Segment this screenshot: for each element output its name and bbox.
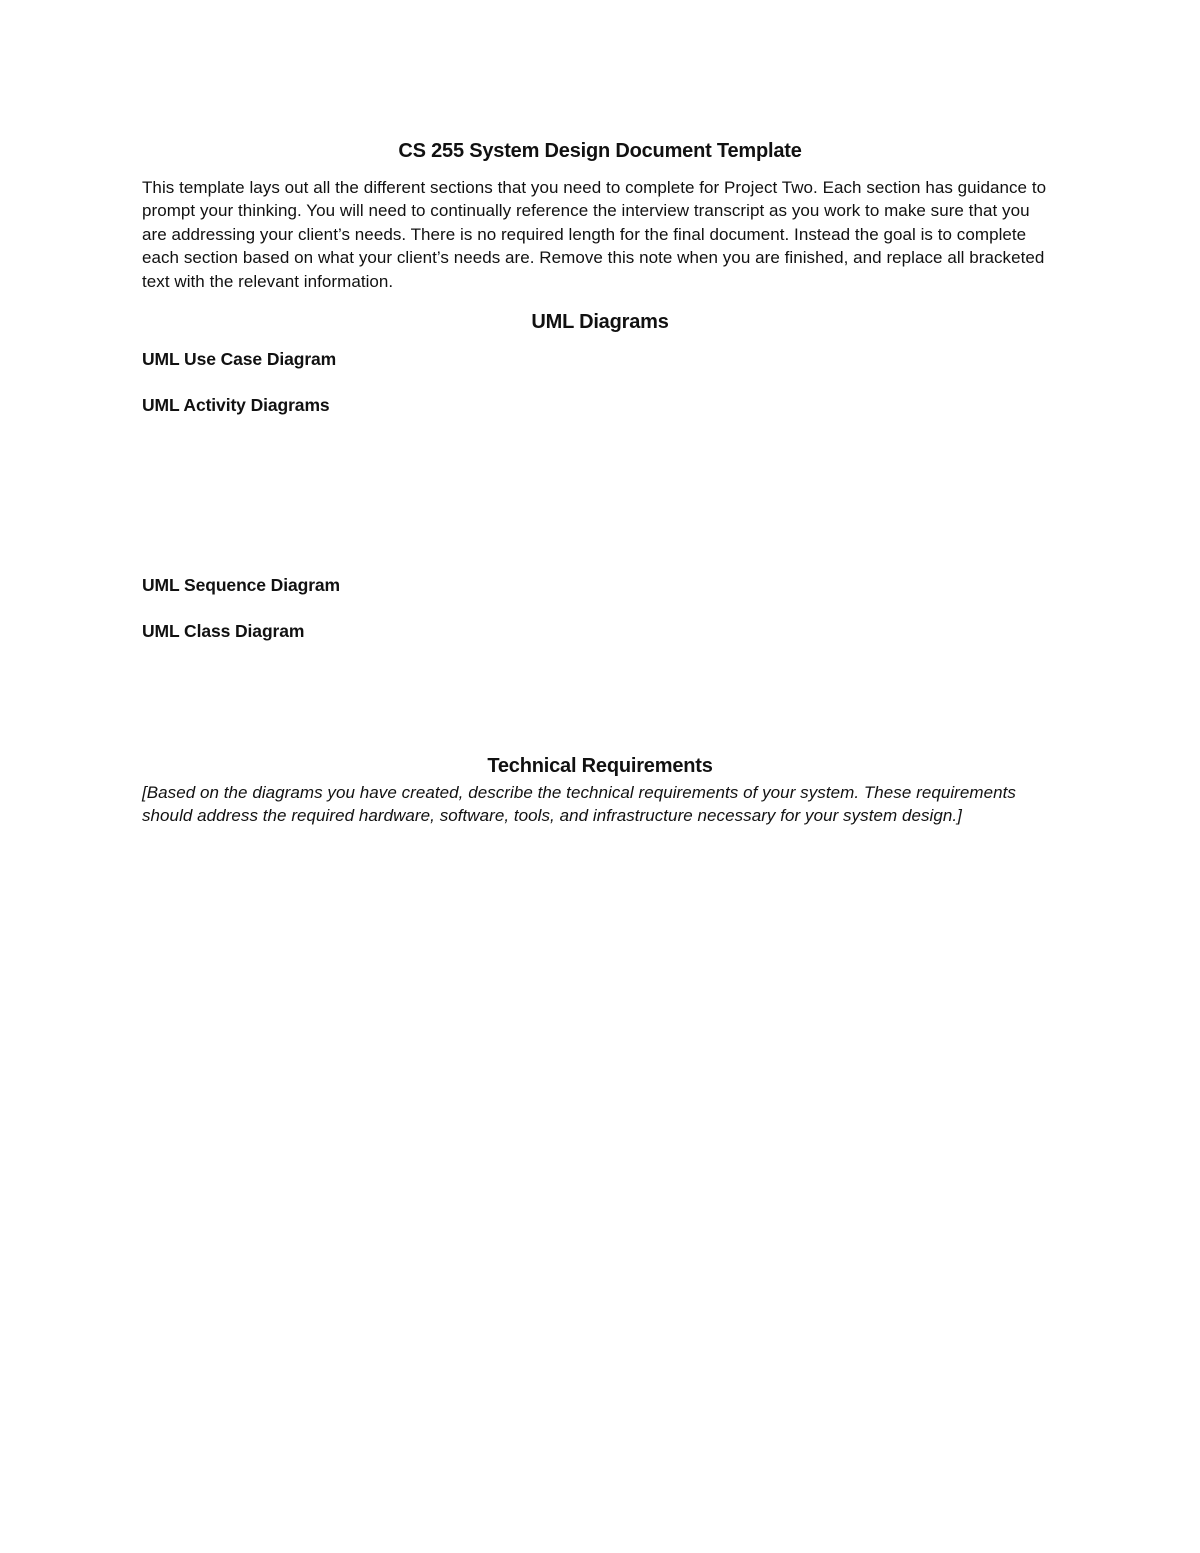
intro-paragraph: This template lays out all the different sections that you need to complete for Project Two. Each section has guidance to prompt your thinking. You will need to continually reference the interview transcript as you work to make sure that you are addressing your client’s needs. There is no required length for the final document. Instead the goal is to complete each section based on what your client’s needs are. Remove this note when you are finished, and replace all bracketed text with the relevant information.: [142, 178, 1047, 291]
technical-requirements-heading: Technical Requirements: [487, 755, 713, 778]
uml-sequence-heading: UML Sequence Diagram: [142, 575, 341, 596]
class-diagram-area: [142, 665, 1058, 751]
uml-diagrams-heading: UML Diagrams: [531, 311, 669, 334]
technical-requirements-text: [Based on the diagrams you have created, describe the technical requirements of your system. These requirements should address the required hardware, software, tools, and infrastructure necessary for your system design.]: [142, 783, 1016, 826]
uml-class-heading: UML Class Diagram: [142, 621, 305, 642]
document-title: CS 255 System Design Document Template: [398, 140, 802, 162]
activity-diagram-area: [142, 439, 1058, 559]
uml-use-case-heading: UML Use Case Diagram: [142, 349, 337, 370]
document-content: [142, 136, 1058, 828]
uml-activity-heading: UML Activity Diagrams: [142, 395, 330, 416]
